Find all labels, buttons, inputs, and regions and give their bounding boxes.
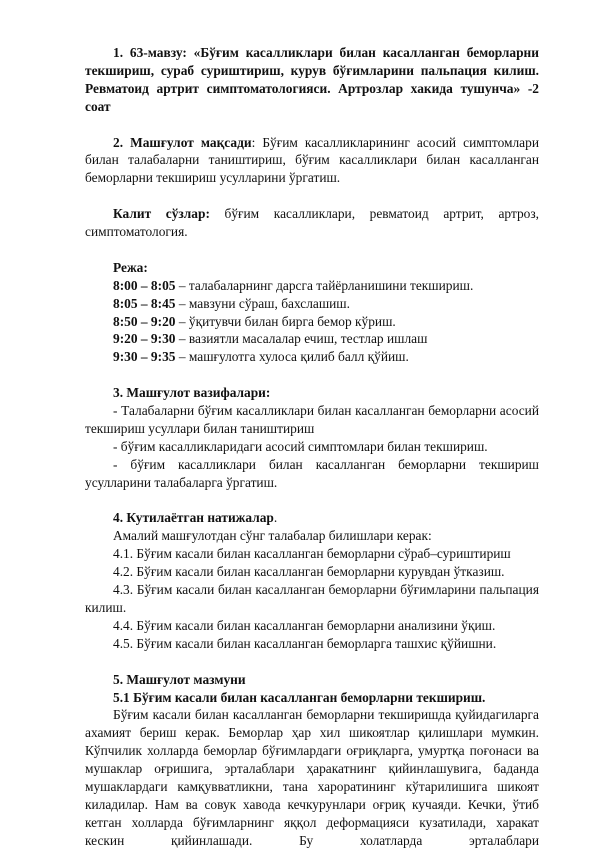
content-label bbox=[85, 671, 539, 689]
tasks-label bbox=[85, 384, 539, 402]
plan-label bbox=[85, 259, 539, 277]
plan-item bbox=[85, 295, 539, 313]
task-item: - Талабаларни бўғим касалликлари билан касалланган беморларни асосий текшириш усуллари билан таништириш bbox=[85, 403, 539, 436]
plan-item-text: – талабаларнинг дарсга тайёрланишини текшириш. bbox=[175, 277, 474, 293]
plan-item-text: – ўқитувчи билан бирга бемор кўриш. bbox=[175, 313, 396, 329]
plan-item-text: – машғулотга хулоса қилиб балл қўйиш. bbox=[175, 349, 409, 365]
task-item: - бўғим касалликларидаги асосий симптомлари билан текшириш. bbox=[113, 438, 488, 454]
plan-item bbox=[85, 313, 539, 331]
topic-title-text: 1. 63-мавзу: «Бўғим касалликлари билан касалланган беморларни текшириш, сураб суриштириш, курув бўғимларини пальпация килиш. Ревматоид артрит симптоматологияси. Артрозлар хакида тушунча» -2 соат bbox=[85, 45, 539, 114]
plan-item-time: 8:00 – 8:05 bbox=[113, 277, 176, 293]
result-item: 4.5. Бўғим касали билан касалланган беморларга ташхис қўйишни. bbox=[113, 635, 497, 651]
plan-item bbox=[85, 348, 539, 366]
result-item: 4.4. Бўғим касали билан касалланган беморларни анализини ўқиш. bbox=[113, 617, 496, 633]
keywords-paragraph bbox=[85, 205, 539, 241]
plan-item-time: 8:50 – 9:20 bbox=[113, 313, 176, 329]
plan-label-text: Режа: bbox=[113, 259, 148, 275]
topic-title bbox=[85, 44, 539, 116]
plan-item-text: – мавзуни сўраш, бахслашиш. bbox=[175, 295, 350, 311]
plan-item-time: 9:20 – 9:30 bbox=[113, 331, 176, 347]
plan-item bbox=[85, 277, 539, 295]
goal-text: : Бўғим касалликларининг асосий симптомлари билан талабаларни таништириш, бўғим касалликлари билан касалланган беморларни текшириш усулларини ўргатиш. bbox=[85, 134, 539, 186]
plan-item-time: 9:30 – 9:35 bbox=[113, 349, 176, 365]
goal-paragraph bbox=[85, 134, 539, 188]
results-label-text: 4. Кутилаётган натижалар bbox=[113, 510, 274, 526]
tasks-label-text: 3. Машғулот вазифалари: bbox=[113, 385, 271, 401]
content-label-text: 5. Машғулот мазмуни bbox=[113, 671, 246, 687]
results-intro: Амалий машғулотдан сўнг талабалар билишлари керак: bbox=[113, 528, 432, 544]
content-sub-text: 5.1 Бўғим касали билан касалланган беморларни текшириш. bbox=[113, 689, 486, 705]
content-body: Бўғим касали билан касалланган беморларни текширишда қуйидагиларга ахамият бериш керак. Беморлар ҳар хил шикоятлар қилишлари мумкин. Кўпчилик холларда беморлар бўғимлардаги оғриқларга, умуртқа поғонаси ва мушаклар оғришига, эрталаблари ҳаракатнинг қийинлашувига, баданда мушаклардаги камқувватликни, тана хароратининг кўтарилишига шикоят киладилар. Нам ва совук хавода кечкурунлари оғриқ кучаяди. Кечки, ўтиб кетган холларда бўғимларнинг яққол деформацияси кузатилади, харакат кескин қийинлашади. Бу холатларда эрталаблари bbox=[85, 707, 539, 848]
results-label: 4. Кутилаётган натижалар. bbox=[113, 510, 278, 526]
keywords-text: бўғим касалликлари, ревматоид артрит, артроз, симптоматология. bbox=[85, 206, 539, 240]
result-item: 4.2. Бўғим касали билан касалланган беморларни курувдан ўтказиш. bbox=[113, 564, 505, 580]
keywords-label: Калит сўзлар: bbox=[113, 206, 210, 222]
result-item: 4.1. Бўғим касали билан касалланган беморларни сўраб–суриштириш bbox=[113, 546, 511, 562]
result-item: 4.3. Бўғим касали билан касалланган беморларни бўғимларини пальпация килиш. bbox=[85, 582, 539, 616]
content-sub bbox=[85, 689, 539, 707]
plan-item bbox=[85, 330, 539, 348]
plan-item-time: 8:05 – 8:45 bbox=[113, 295, 176, 311]
task-item: - бўғим касалликлари билан касалланган беморларни текшириш усулларини талабаларга ўргатиш. bbox=[85, 456, 539, 490]
plan-item-text: – вазиятли масалалар ечиш, тестлар ишлаш bbox=[175, 331, 428, 347]
goal-label: 2. Машғулот мақсади bbox=[113, 134, 252, 150]
